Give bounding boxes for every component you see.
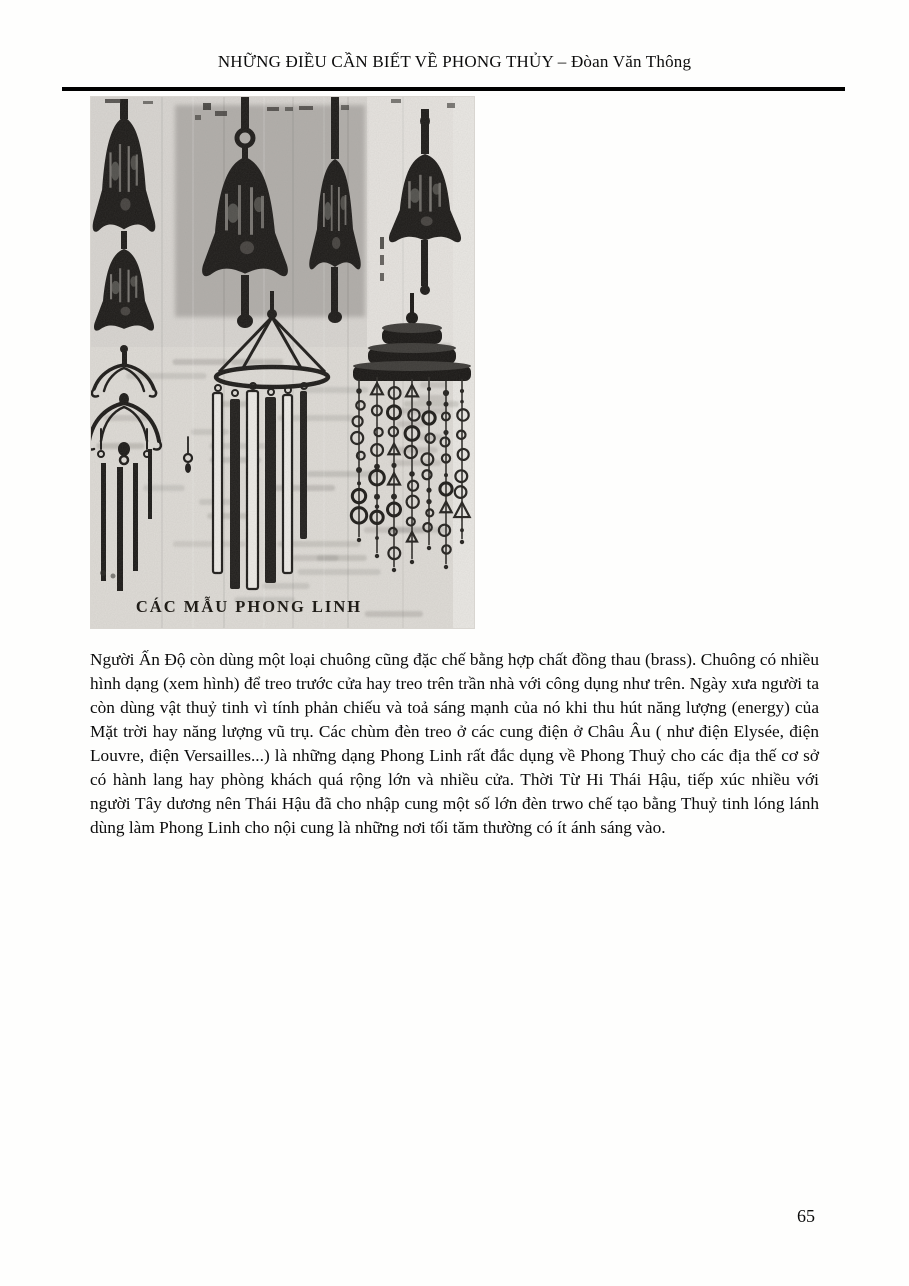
figure-caption: CÁC MẪU PHONG LINH bbox=[135, 597, 363, 616]
body-paragraph: Người Ấn Độ còn dùng một loại chuông cũng đặc chế bằng hợp chất đồng thau (brass). Chuông có nhiều hình dạng (xem hình) để treo trước cửa hay treo trên trần nhà với công dụng như trên. Ngày xưa người ta còn dùng vật thuỷ tinh vì tính phản chiếu và toả sáng mạnh của nó khi thu hút năng lượng (energy) của Mặt trời hay năng lượng vũ trụ. Các chùm đèn treo ở các cung điện ở Châu Âu ( như điện Elysée, điện Louvre, điện Versailles...) là những dạng Phong Linh rất đắc dụng về Phong Thuỷ cho các địa thế cơ sở có hành lang hay phòng khách quá rộng lớn và nhiều cửa. Thời Từ Hi Thái Hậu, tiếp xúc nhiều với người Tây dương nên Thái Hậu đã cho nhập cung một số lớn đèn trwo chế tạo bằng Thuỷ tinh lóng lánh dùng làm Phong Linh cho nội cung là những nơi tối tăm thường có ít ánh sáng vào. bbox=[90, 650, 819, 837]
film-grain-overlay bbox=[91, 97, 474, 628]
page-number: 65 bbox=[797, 1206, 815, 1226]
header-rule bbox=[62, 87, 845, 91]
page-title: NHỮNG ĐIỀU CẦN BIẾT VỀ PHONG THỦY – Đòan Văn Thông bbox=[217, 52, 692, 71]
wind-chime-photo bbox=[91, 97, 474, 628]
figure-wind-chimes bbox=[91, 97, 474, 628]
